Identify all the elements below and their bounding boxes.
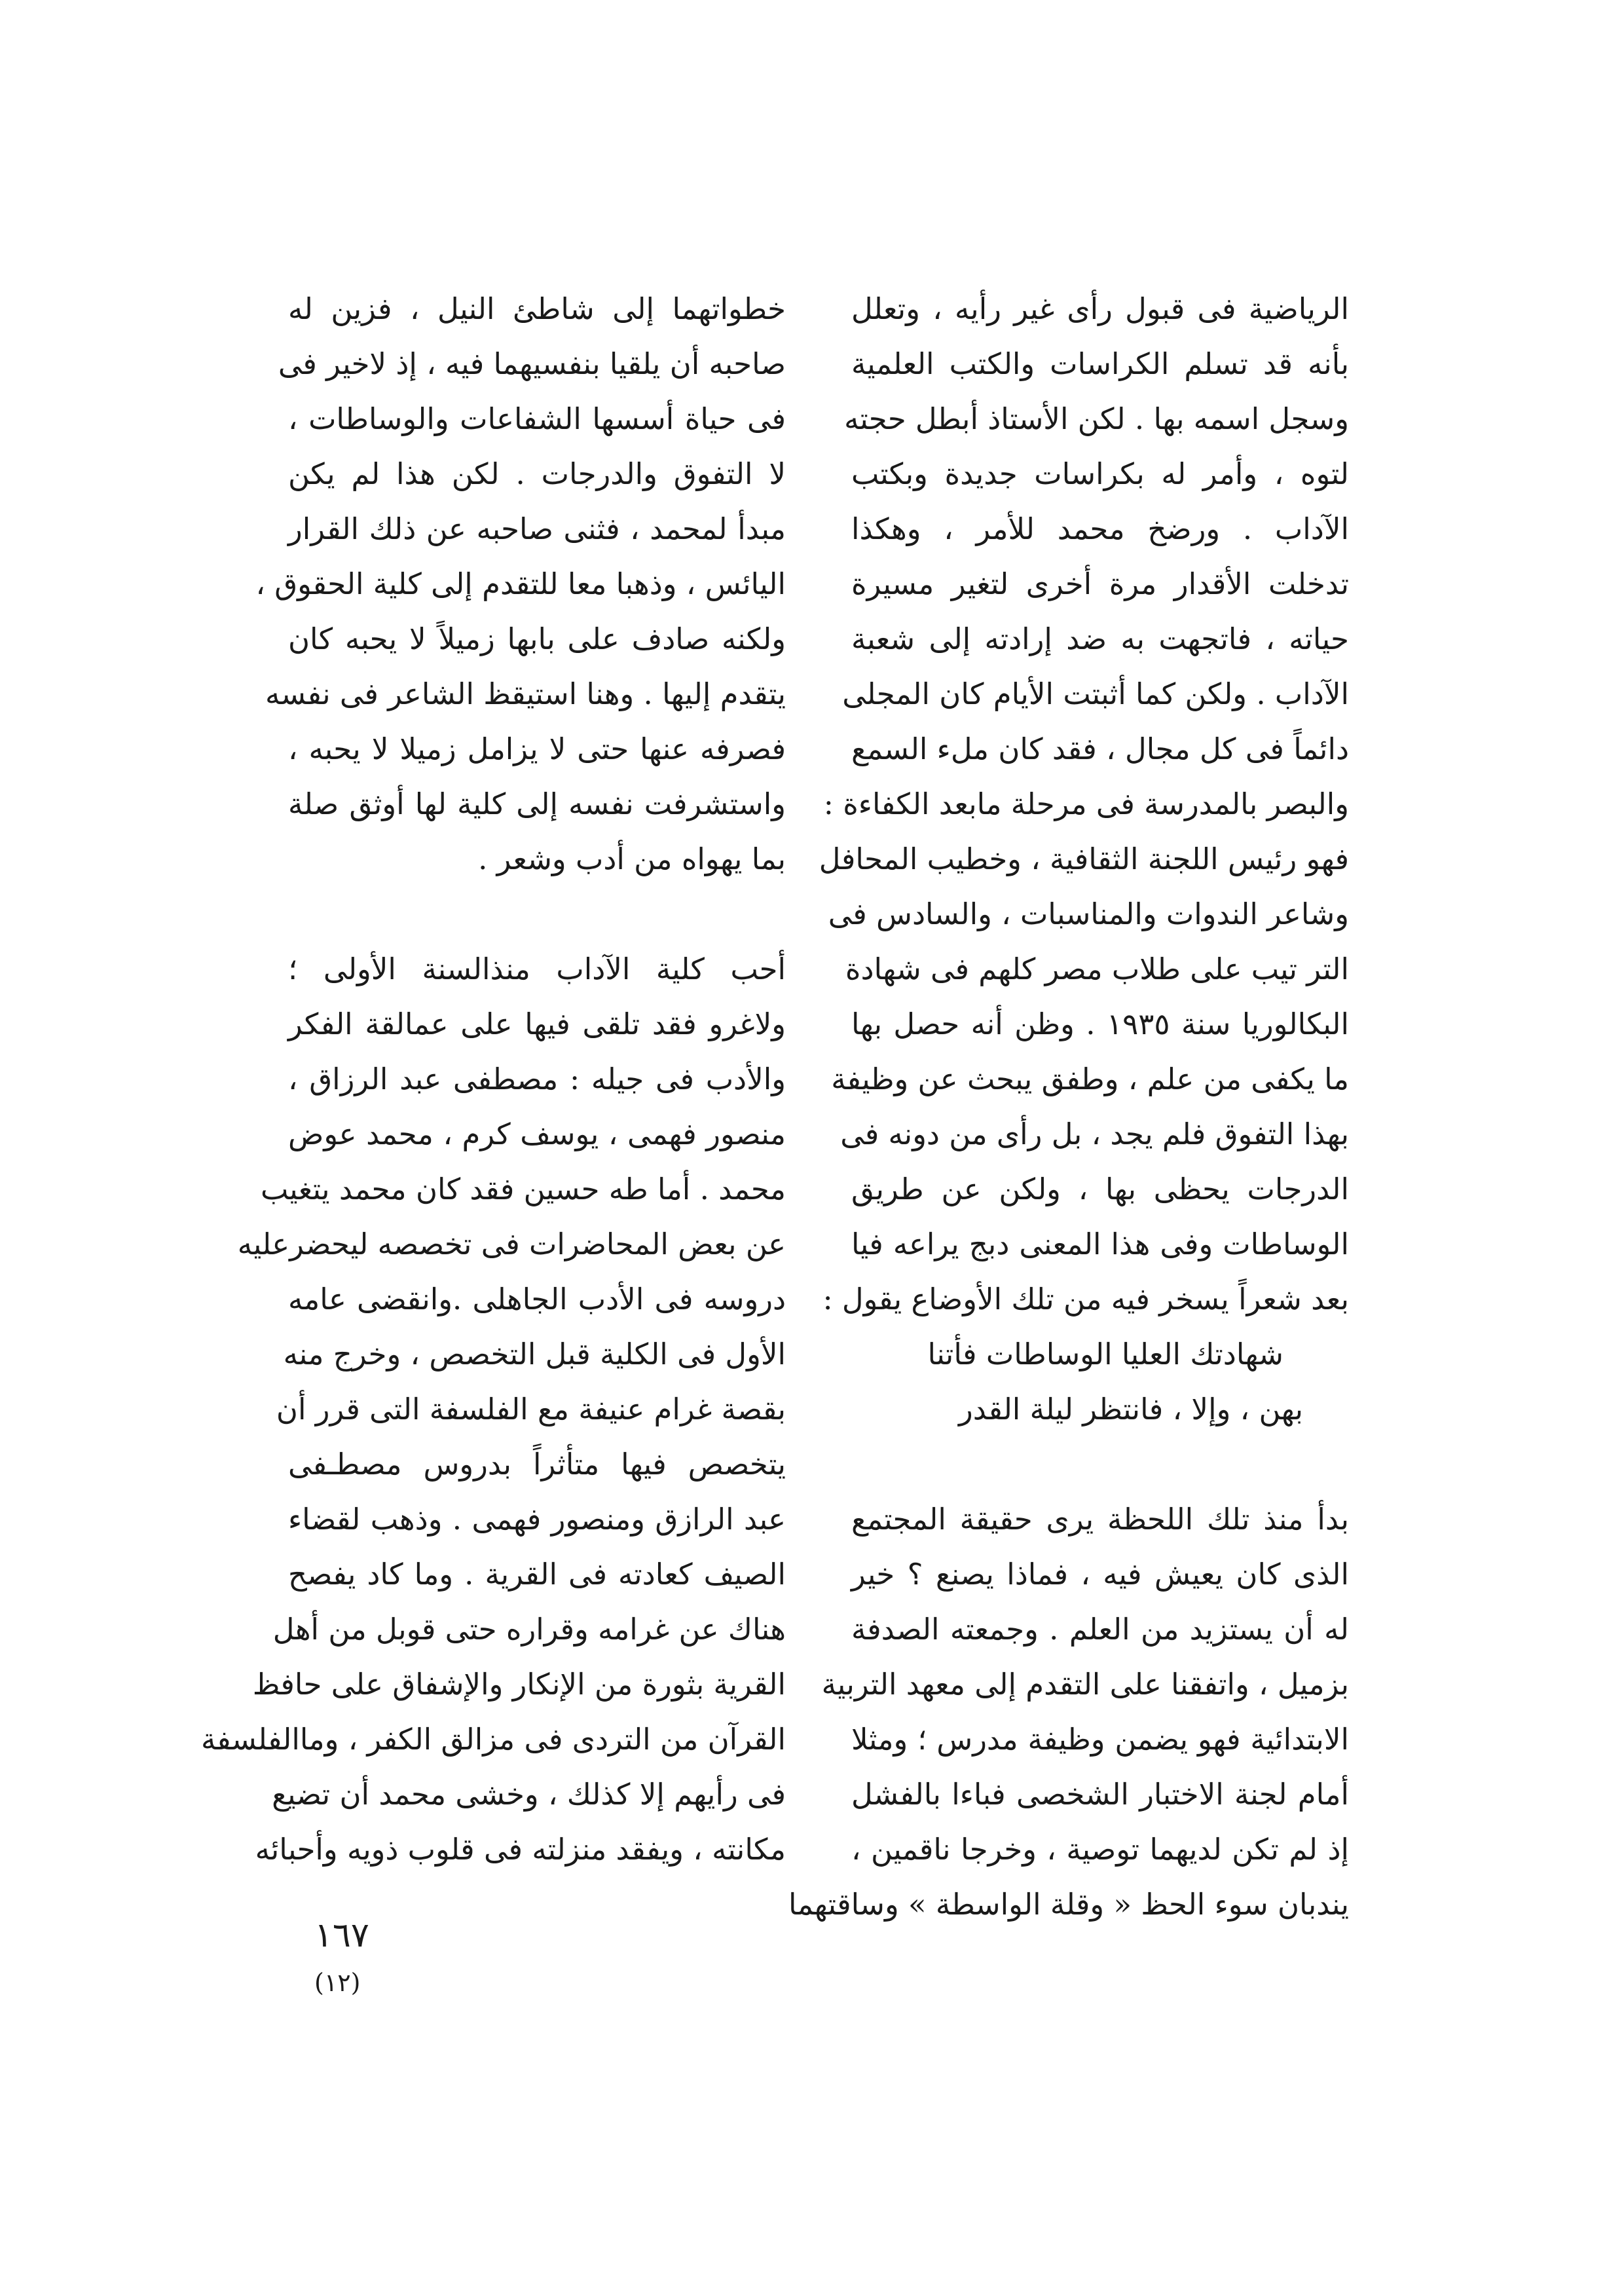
text-line: الذى كان يعيش فيه ، فماذا يصنع ؟ خير <box>851 1557 1349 1592</box>
text-line: بهذا التفوق فلم يجد ، بل رأى من دونه فى <box>840 1117 1349 1151</box>
text-line: القرية بثورة من الإنكار والإشفاق على حافظ <box>252 1667 786 1702</box>
text-line: البكالوريا سنة ١٩٣٥ . وظن أنه حصل بها <box>851 1007 1349 1041</box>
text-line: الآداب . ولكن كما أثبتت الأيام كان المجلى <box>842 677 1349 711</box>
text-line: وشاعر الندوات والمناسبات ، والسادس فى <box>828 897 1349 931</box>
text-line: يتخصص فيها متأثراً بدروس مصطـفى <box>288 1447 786 1482</box>
text-line: اليائس ، وذهبا معا للتقدم إلى كلية الحقوق ، <box>255 567 786 601</box>
text-line: التر تيب على طلاب مصر كلهم فى شهادة <box>845 952 1349 986</box>
paragraph-gap <box>851 1437 1349 1492</box>
text-line: ولاغرو فقد تلقى فيها على عمالقة الفكر <box>288 1007 786 1041</box>
text-line: الرياضية فى قبول رأى غير رأيه ، وتعلل <box>851 291 1349 326</box>
text-line: والأدب فى جيله : مصطفى عبد الرزاق ، <box>288 1062 786 1096</box>
right-paragraph-2 <box>788 1492 1349 1932</box>
text-line: وسجل اسمه بها . لكن الأستاذ أبطل حجته <box>844 401 1349 436</box>
verse-line-1: شهادتك العليا الوساطات فأتنا <box>927 1337 1283 1371</box>
text-line: دروسه فى الأدب الجاهلى .وانقضى عامه <box>288 1282 786 1316</box>
text-line: الوساطات وفى هذا المعنى دبج يراعه فيا <box>851 1227 1349 1261</box>
text-line: ما يكفى من علم ، وطفق يبحث عن وظيفة <box>831 1062 1349 1096</box>
right-paragraph-1 <box>819 282 1349 1327</box>
text-line: عن بعض المحاضرات فى تخصصه ليحضرعليه <box>237 1227 786 1261</box>
text-line: الأول فى الكلية قبل التخصص ، وخرج منه <box>283 1337 786 1371</box>
text-line: أمام لجنة الاختبار الشخصى فباءا بالفشل <box>851 1777 1349 1812</box>
page-number: ١٦٧ <box>314 1916 369 1955</box>
text-line: القرآن من التردى فى مزالق الكفر ، وماالفلسفة <box>200 1722 786 1757</box>
text-line: بزميل ، واتفقنا على التقدم إلى معهد التربية <box>821 1667 1349 1702</box>
left-column <box>200 282 786 1877</box>
text-line: لا التفوق والدرجات . لكن هذا لم يكن <box>288 457 786 491</box>
text-line: فى حياة أسسها الشفاعات والوساطات ، <box>288 401 786 436</box>
text-line: الابتدائية فهو يضمن وظيفة مدرس ؛ ومثلا <box>851 1722 1349 1757</box>
text-line: الآداب . ورضخ محمد للأمر ، وهكذا <box>851 512 1349 546</box>
text-line: خطواتهما إلى شاطئ النيل ، فزين له <box>288 291 786 326</box>
verse-block <box>851 1327 1349 1437</box>
text-line: محمد . أما طه حسين فقد كان محمد يتغيب <box>260 1172 786 1206</box>
text-line: بدأ منذ تلك اللحظة يرى حقيقة المجتمع <box>851 1502 1349 1537</box>
text-line: صاحبه أن يلقيا بنفسيهما فيه ، إذ لاخير فى <box>278 346 786 381</box>
text-line: عبد الرازق ومنصور فهمى . وذهب لقضاء <box>288 1502 786 1537</box>
text-line: له أن يستزيد من العلم . وجمعته الصدفة <box>851 1612 1349 1647</box>
left-paragraph-2 <box>200 942 786 1877</box>
text-line: الصيف كعادته فى القرية . وما كاد يفصح <box>288 1557 786 1592</box>
signature-mark: (١٢) <box>314 1968 361 1997</box>
text-line: ولكنه صادف على بابها زميلاً لا يحبه كان <box>288 622 786 656</box>
text-line: يتقدم إليها . وهنا استيقظ الشاعر فى نفسه <box>265 677 786 711</box>
text-line: فى رأيهم إلا كذلك ، وخشى محمد أن تضيع <box>272 1777 786 1812</box>
verse-line-2: بهن ، وإلا ، فانتظر ليلة القدر <box>958 1392 1303 1427</box>
text-line: الدرجات يحظى بها ، ولكن عن طريق <box>851 1172 1349 1206</box>
text-line: بما يهواه من أدب وشعر . <box>478 842 786 876</box>
text-line: فهو رئيس اللجنة الثقافية ، وخطيب المحافل <box>819 842 1349 876</box>
text-line: مبدأ لمحمد ، فثنى صاحبه عن ذلك القرار <box>288 512 786 546</box>
text-line: لتوه ، وأمر له بكراسات جديدة وبكتب <box>851 457 1349 491</box>
text-line: بعد شعراً يسخر فيه من تلك الأوضاع يقول : <box>822 1282 1349 1316</box>
text-line: هناك عن غرامه وقراره حتى قوبل من أهل <box>272 1612 786 1647</box>
text-line: بقصة غرام عنيفة مع الفلسفة التى قرر أن <box>276 1392 786 1427</box>
text-line: مكانته ، ويفقد منزلته فى قلوب ذويه وأحبائه <box>255 1832 786 1867</box>
text-line: يندبان سوء الحظ « وقلة الواسطة » وساقتهما <box>788 1887 1349 1922</box>
text-line: أحب كلية الآداب منذالسنة الأولى ؛ <box>288 952 786 986</box>
left-paragraph-1 <box>255 282 786 887</box>
text-line: تدخلت الأقدار مرة أخرى لتغير مسيرة <box>851 567 1349 601</box>
text-line: واستشرفت نفسه إلى كلية لها أوثق صلة <box>288 787 786 821</box>
paragraph-gap <box>288 887 786 942</box>
text-line: حياته ، فاتجهت به ضد إرادته إلى شعبة <box>851 622 1349 656</box>
text-line: والبصر بالمدرسة فى مرحلة مابعد الكفاءة : <box>823 787 1349 821</box>
text-line: دائماً فى كل مجال ، فقد كان ملء السمع <box>851 732 1349 766</box>
text-line: إذ لم تكن لديهما توصية ، وخرجا ناقمين ، <box>851 1832 1349 1867</box>
text-line: منصور فهمى ، يوسف كرم ، محمد عوض <box>288 1117 786 1151</box>
right-column <box>788 282 1349 1932</box>
text-line: فصرفه عنها حتى لا يزامل زميلا لا يحبه ، <box>288 732 786 766</box>
text-line: بأنه قد تسلم الكراسات والكتب العلمية <box>851 346 1349 381</box>
